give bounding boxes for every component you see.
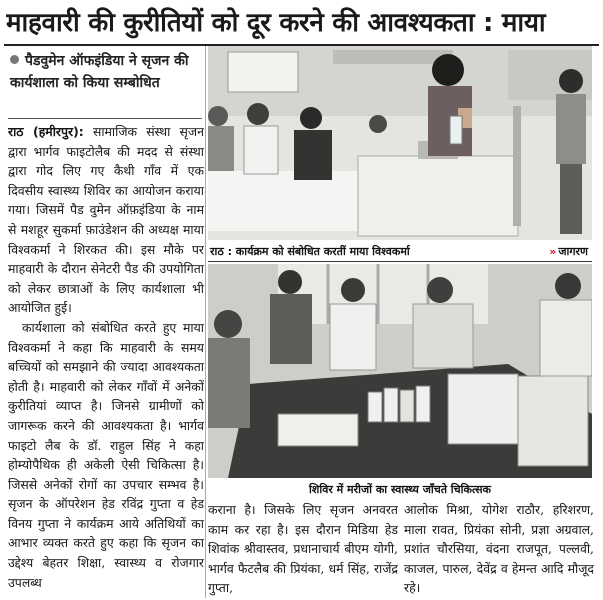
photo1-caption-bar — [208, 242, 592, 262]
paragraph-1 — [8, 122, 204, 318]
bullet-icon — [10, 55, 19, 64]
article-body — [8, 122, 204, 598]
dateline: राठ (हमीरपुर): — [8, 124, 84, 139]
photo2-caption: शिविर में मरीजों का स्वास्थ्य जाँचते चिकित्सक — [309, 483, 491, 496]
column-divider — [205, 46, 206, 598]
subhead-rule — [8, 118, 202, 119]
health-camp-photo — [208, 264, 592, 478]
paragraph-2: कार्यशाला को संबोधित करते हुए माया विश्वकर्मा ने कहा कि माहवारी के समय बच्चियों को समझाने की ज्यादा आवश्यकता होती है। माहवारी को लेकर गाँवों में अनेकों कुरीतियां व्याप्त है। जिनसे ग्रामीणों को जागरूक करने की आवश्यकता है। भार्गव फाइटो लैब के डॉ. राहुल सिंह ने कहा होम्योपैथिक ही अकेली ऐसी चिकित्सा है। जिससे अनेकों रोगों का उपचार सम्भव है। सृजन के ऑपरेशन हेड रविंद्र गुप्ता व हेड विनय गुप्ता ने कार्यक्रम आये अतिथियों का आभार व्यक्त करते हुए कहा कि सृजन का उद्देश्य बेहतर शिक्षा, स्वास्थ्य व रोजगार उपलब्ध — [8, 319, 204, 590]
subhead-text: पैडवुमेन ऑफइंडिया ने सृजन की कार्यशाला को किया सम्बोधित — [10, 53, 189, 91]
subhead — [10, 50, 202, 94]
double-chevron-icon: » — [549, 245, 557, 258]
continuation-column-2: आलोक मिश्रा, योगेश राठौर, हरिशरण, माला रावत, प्रियंका सोनी, प्रज्ञा अग्रवाल, प्रशांत चौरसिया, वंदना राजपूत, पल्लवी, काजल, पारुल, देवेंद्र व हेमन्त आदि मौजूद रहे। — [404, 502, 594, 595]
headline: माहवारी की कुरीतियों को दूर करने की आवश्यकता : माया — [6, 8, 546, 38]
paragraph-1-text: सामाजिक संस्था सृजन द्वारा भार्गव फाइटोलैब की मदद से संस्था द्वारा गोद लिए गए कैथी गाँव में एक दिवसीय स्वास्थ्य शिविर का आयोजन कराया गया। जिसमें पैड वुमेन ऑफ़इंडिया के नाम से मशहूर सुकर्मा फ़ाउंडेशन की अध्यक्ष माया विश्वकर्मा ने शिरकत की। इस मौके पर माहवारी के दौरान सेनेटरी पैड की उपयोगिता को लेकर छात्राओं के लिए कार्यशाला भी आयोजित हुई। — [8, 124, 204, 316]
workshop-photo — [208, 46, 592, 240]
continuation-column-1: कराना है। जिसके लिए सृजन अनवरत काम कर रहा है। इस दौरान मिडिया हेड शिवांक श्रीवास्तव, प्रधानाचार्य बीएम योगी, भार्गव फैटलैब की प्रियंका, धर्म सिंह, राजेंद्र गुप्ता, — [208, 502, 398, 595]
photo-credit-text: जागरण — [558, 245, 588, 258]
workshop-photo-illustration — [208, 46, 592, 240]
photo1-caption: राठ : कार्यक्रम को संबोधित करतीं माया विश्वकर्मा — [210, 245, 410, 258]
health-camp-photo-illustration — [208, 264, 592, 478]
photo-credit — [549, 242, 588, 262]
